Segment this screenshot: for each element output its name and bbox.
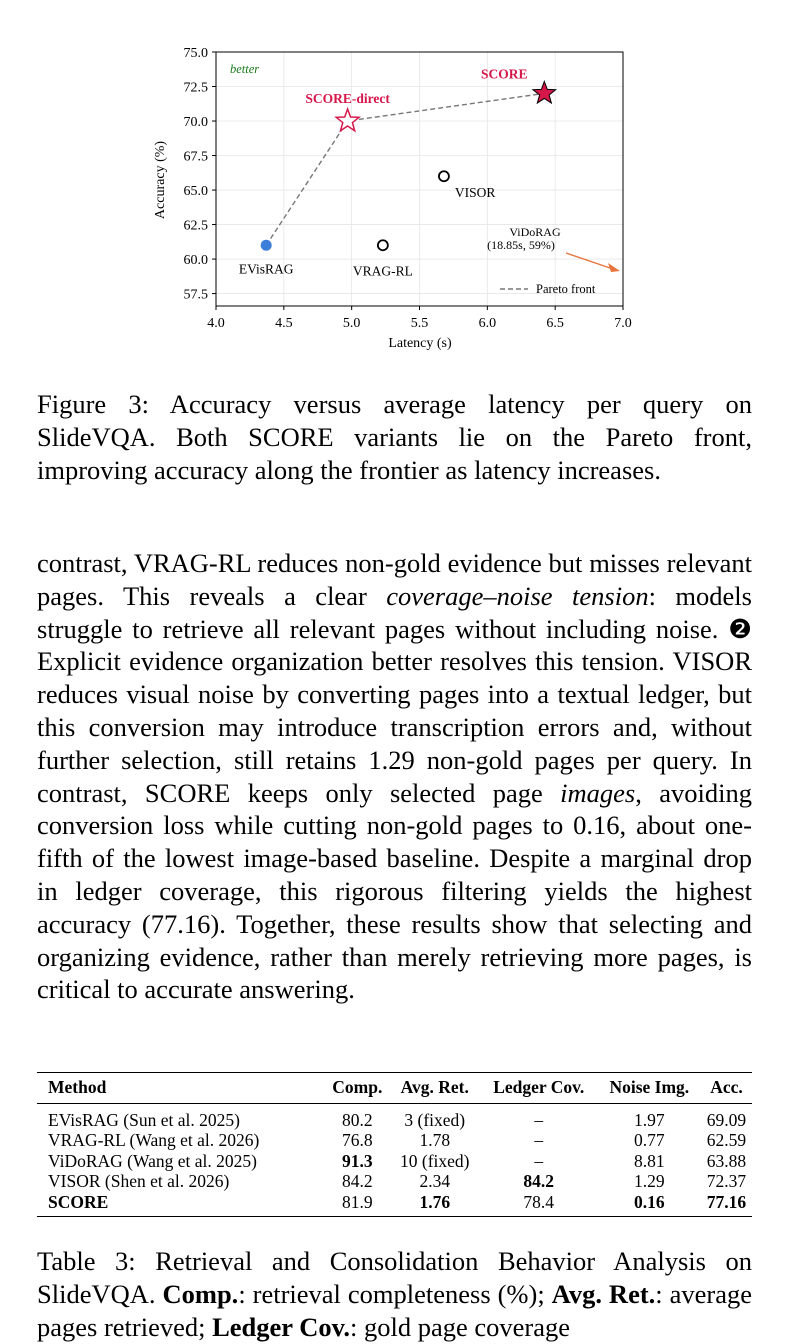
table-cell: 78.4 — [523, 1191, 555, 1212]
table-cell: 1.76 — [419, 1191, 451, 1212]
accuracy-latency-chart — [0, 0, 788, 370]
table-cell: 80.2 — [342, 1109, 373, 1130]
y-tick-label: 72.5 — [183, 80, 208, 96]
table-cell: VRAG-RL (Wang et al. 2026) — [48, 1130, 260, 1151]
table-caption-text-3: : average pages retrieved; — [37, 1279, 752, 1342]
pareto-front-line — [266, 93, 544, 245]
vidorag-arrow — [566, 253, 613, 269]
table-cell: 0.77 — [634, 1130, 665, 1151]
y-tick-label: 70.0 — [183, 115, 208, 131]
paragraph-text-1: contrast, VRAG-RL reduces non-gold evidence but misses relevant pages. This reveals a clear — [37, 548, 752, 611]
corner-annotation-better: better — [230, 62, 260, 76]
table-cell: 69.09 — [706, 1109, 747, 1130]
paragraph-emphasis-1: coverage–noise tension — [386, 580, 649, 611]
table-cell: 10 (fixed) — [400, 1150, 470, 1171]
table-row — [37, 1192, 752, 1216]
vidorag-values: (18.85s, 59%) — [487, 238, 555, 252]
table-caption-text-4: : gold page coverage — [350, 1312, 571, 1342]
point-label-score: SCORE — [481, 66, 528, 82]
table-cell: SCORE — [48, 1191, 109, 1212]
y-axis-label: Accuracy (%) — [153, 140, 168, 220]
table-cell: EVisRAG (Sun et al. 2025) — [48, 1109, 240, 1130]
vidorag-label: ViDoRAG — [509, 225, 561, 239]
figure-caption: Figure 3: Accuracy versus average latency per query on SlideVQA. Both SCORE variants lie on the Pareto front, improving accuracy along the frontier as latency increases. — [37, 389, 752, 485]
table-row — [37, 1151, 752, 1172]
offchart-callout — [487, 225, 620, 272]
x-tick-label: 6.0 — [478, 316, 497, 331]
table-cell: – — [534, 1130, 544, 1151]
table-cell: 84.2 — [342, 1171, 373, 1192]
y-tick-label: 62.5 — [183, 218, 208, 234]
y-tick-label: 65.0 — [183, 184, 208, 200]
table-caption — [37, 1245, 752, 1344]
table-cell: VISOR (Shen et al. 2026) — [48, 1171, 230, 1192]
col-header-avg-ret: Avg. Ret. — [400, 1077, 469, 1097]
y-tick-label: 67.5 — [183, 149, 208, 165]
table-cell: 76.8 — [342, 1130, 373, 1151]
table-cell: 91.3 — [342, 1150, 373, 1171]
table-caption-text-1: Table 3: Retrieval and Consolidation Behavior Analysis on SlideVQA. — [37, 1246, 752, 1309]
point-label-visor: VISOR — [454, 185, 496, 201]
x-axis-label: Latency (s) — [388, 336, 452, 351]
y-tick-label: 60.0 — [183, 253, 208, 269]
table-cell: 3 (fixed) — [404, 1109, 466, 1130]
table-row — [37, 1103, 752, 1130]
paragraph-text-3: , avoiding conversion loss while cutting non-gold pages to 0.16, about one-fifth of the lowest image-based baseline. Despite a marginal drop in ledger coverage, this rigorous filtering yields the highest accuracy (77.16). Together, these results show that selecting and organizing evidence, rather than merely retrieving more pages, is critical to accurate answering. — [37, 777, 752, 1005]
table-cell: 77.16 — [706, 1191, 747, 1212]
table-cell: 84.2 — [523, 1171, 555, 1192]
x-tick-label: 7.0 — [614, 316, 632, 331]
x-tick-label: 5.0 — [342, 316, 361, 331]
results-table — [37, 1072, 752, 1217]
point-label-evisrag: EVisRAG — [238, 261, 294, 277]
table-cell: 1.78 — [419, 1130, 451, 1151]
col-header-acc: Acc. — [710, 1077, 743, 1097]
table-row — [37, 1130, 752, 1151]
point-label-vrag-rl: VRAG-RL — [352, 263, 413, 279]
point-vrag-rl — [378, 240, 388, 250]
table-caption-bold-2: Avg. Ret. — [551, 1279, 656, 1309]
table-row — [37, 1171, 752, 1192]
table-caption-bold-1: Comp. — [162, 1279, 239, 1309]
table-cell: 1.97 — [634, 1109, 665, 1130]
table-caption-bold-3: Ledger Cov. — [212, 1312, 351, 1342]
x-tick-label: 4.0 — [207, 316, 225, 331]
table-cell: 8.81 — [634, 1150, 665, 1171]
point-score-direct — [336, 109, 359, 131]
point-visor — [439, 171, 449, 181]
table-cell: 62.59 — [706, 1130, 747, 1151]
vidorag-arrowhead — [608, 263, 620, 272]
point-score — [533, 81, 556, 103]
legend-pareto-label: Pareto front — [536, 282, 596, 296]
point-evisrag — [261, 240, 272, 251]
table-caption-text-2: : retrieval completeness (%); — [238, 1279, 552, 1309]
table-cell: 2.34 — [419, 1171, 451, 1192]
table-header-row — [37, 1073, 752, 1104]
y-tick-label: 57.5 — [183, 287, 208, 303]
x-tick-label: 5.5 — [410, 316, 429, 331]
table-cell: 81.9 — [342, 1191, 373, 1212]
y-tick-label: 75.0 — [183, 46, 208, 61]
pareto-front — [266, 93, 544, 245]
table-cell: – — [534, 1109, 544, 1130]
table-cell: ViDoRAG (Wang et al. 2025) — [48, 1150, 257, 1171]
body-paragraph — [37, 547, 752, 1006]
col-header-comp: Comp. — [332, 1077, 383, 1097]
table-cell: 0.16 — [634, 1191, 665, 1212]
table-cell: 63.88 — [706, 1150, 747, 1171]
table-cell: 72.37 — [706, 1171, 747, 1192]
paragraph-emphasis-2: images — [560, 777, 636, 808]
table-cell: – — [534, 1150, 544, 1171]
paragraph-text-2: : models struggle to retrieve all relevant pages without including noise. ❷ Explicit evidence organization better resolves this tension. VISOR reduces visual noise by converting pages into a textual ledger, but this conversion may introduce transcription errors and, without further selection, still retains 1.29 non-gold pages per query. In contrast, SCORE keeps only selected page — [37, 580, 752, 808]
x-tick-label: 6.5 — [546, 316, 564, 331]
table-cell: 1.29 — [634, 1171, 665, 1192]
col-header-noise-img: Noise Img. — [609, 1077, 690, 1097]
point-label-score-direct: SCORE-direct — [305, 91, 390, 107]
col-header-method: Method — [48, 1077, 107, 1097]
col-header-ledger-cov: Ledger Cov. — [493, 1077, 585, 1097]
x-tick-label: 4.5 — [275, 316, 293, 331]
